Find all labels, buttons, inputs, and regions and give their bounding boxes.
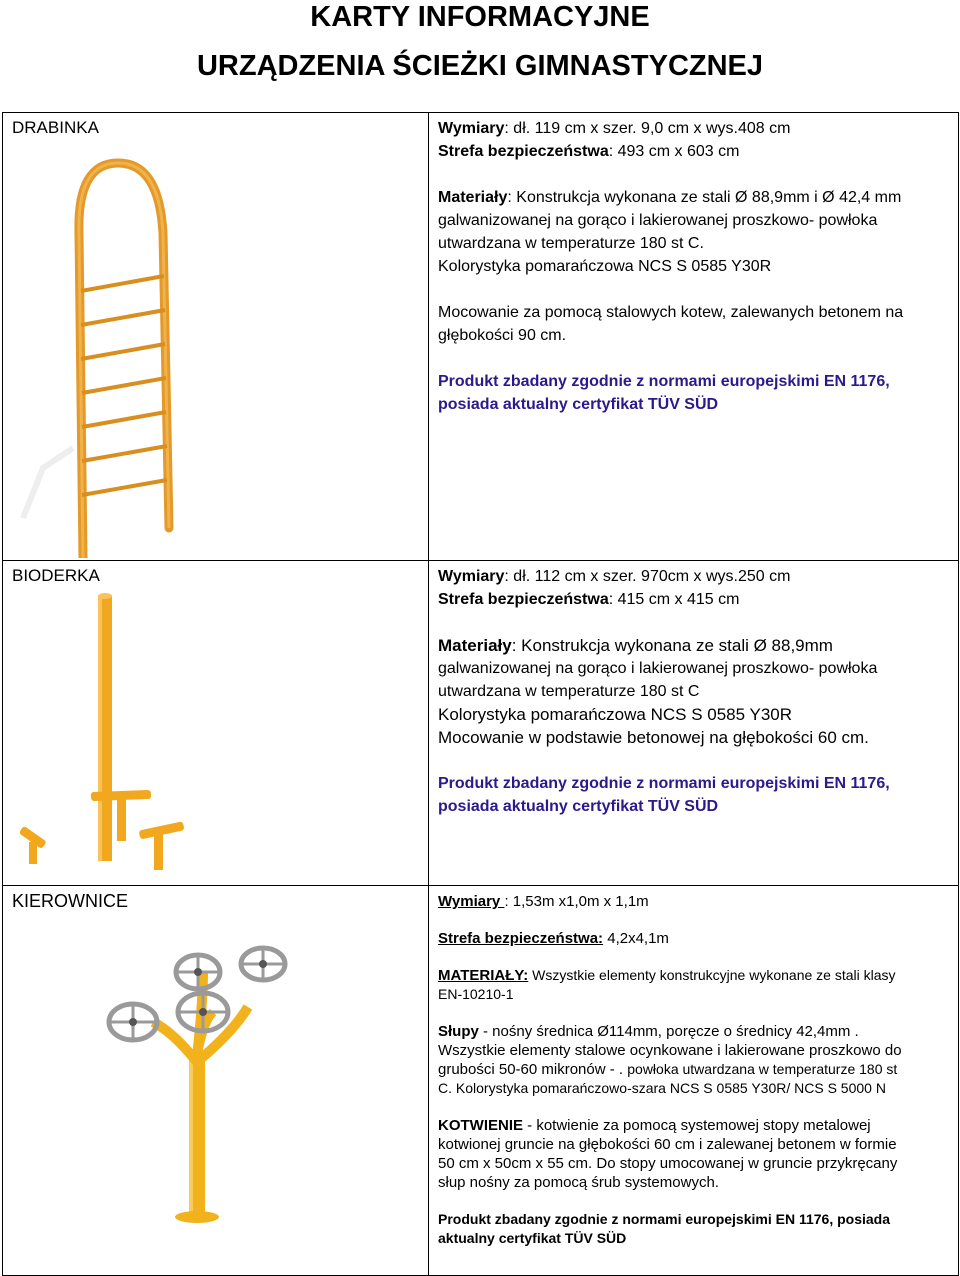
materials-line: EN-10210-1 [438, 986, 514, 1002]
item-name: BIODERKA [12, 566, 100, 585]
posts-label: Słupy [438, 1023, 479, 1040]
materials-line: galwanizowanej na gorąco i lakierowanej proszkowo- powłoka [438, 660, 878, 677]
materials-line: utwardzana w temperaturze 180 st C [438, 683, 700, 700]
dims-label: Wymiary [438, 120, 505, 137]
info-cell [429, 561, 959, 886]
zone-value: : 415 cm x 415 cm [608, 591, 740, 608]
dims-value: : dł. 112 cm x szer. 970cm x wys.250 cm [504, 568, 791, 585]
posts-value: - nośny średnica Ø114mm, poręcze o średnicy 42,4mm . [478, 1023, 859, 1040]
cert-text: posiada aktualny certyfikat TÜV SÜD [438, 396, 719, 413]
color-text: Kolorystyka pomarańczowa NCS S 0585 Y30R [438, 705, 793, 724]
dims-value: : 1,53m x1,0m x 1,1m [504, 893, 649, 910]
anchor-line: słup nośny za pomocą śrub systemowych. [438, 1174, 719, 1191]
cert-text: Produkt zbadany zgodnie z normami europejskimi EN 1176, [438, 373, 890, 390]
info-table [2, 112, 959, 1276]
zone-label: Strefa bezpieczeństwa [438, 143, 609, 160]
dims-value: : dł. 119 cm x szer. 9,0 cm x wys.408 cm [504, 120, 791, 137]
materials-value: Wszystkie elementy konstrukcyjne wykonane ze stali klasy [528, 967, 896, 983]
zone-label: Strefa bezpieczeństwa: [438, 930, 604, 947]
cert-text: Produkt zbadany zgodnie z normami europejskimi EN 1176, posiada [438, 1211, 891, 1227]
ladder-icon [3, 138, 423, 558]
materials-value: : Konstrukcja wykonana ze stali Ø 88,9mm i Ø 42,4 mm [507, 189, 902, 206]
mount-text: Mocowanie w podstawie betonowej na głębokości 60 cm. [438, 728, 869, 747]
cert-text: aktualny certyfikat TÜV SÜD [438, 1230, 627, 1246]
posts-line: powłoka utwardzana w temperaturze 180 st [627, 1061, 898, 1077]
dims-label: Wymiary [438, 568, 505, 585]
anchor-value: - kotwienie za pomocą systemowej stopy metalowej [523, 1117, 871, 1134]
hip-twister-icon [3, 586, 423, 886]
info-cell [429, 113, 959, 561]
anchor-line: 50 cm x 50cm x 55 cm. Do stopy umocowanej w gruncie przykręcany [438, 1155, 898, 1172]
anchor-line: kotwionej gruncie na głębokości 60 cm i zalewanej betonem w formie [438, 1136, 897, 1153]
page-subtitle: URZĄDZENIA ŚCIEŻKI GIMNASTYCZNEJ [196, 50, 764, 82]
dims-label: Wymiary [438, 893, 505, 910]
item-name: DRABINKA [12, 118, 99, 137]
item-name: KIEROWNICE [12, 891, 129, 911]
image-cell [3, 561, 429, 886]
image-cell [3, 113, 429, 561]
page-title: KARTY INFORMACYJNE [310, 1, 650, 33]
materials-value: : Konstrukcja wykonana ze stali Ø 88,9mm [511, 636, 833, 655]
posts-line: grubości 50-60 mikronów - . [438, 1061, 628, 1078]
steering-wheels-icon [3, 912, 423, 1252]
info-cell [429, 886, 959, 1276]
table-row [3, 113, 959, 561]
anchor-label: KOTWIENIE [438, 1117, 523, 1134]
zone-value: 4,2x4,1m [603, 930, 669, 947]
cert-text: posiada aktualny certyfikat TÜV SÜD [438, 798, 719, 815]
posts-line: Wszystkie elementy stalowe ocynkowane i lakierowane proszkowo do [438, 1042, 902, 1059]
table-row [3, 561, 959, 886]
mount-text: Mocowanie za pomocą stalowych kotew, zalewanych betonem na [438, 304, 904, 321]
materials-line: utwardzana w temperaturze 180 st C. [438, 235, 704, 252]
materials-label: MATERIAŁY: [438, 967, 529, 984]
image-cell [3, 886, 429, 1276]
materials-label: Materiały [438, 636, 512, 655]
cert-text: Produkt zbadany zgodnie z normami europejskimi EN 1176, [438, 775, 890, 792]
mount-text: głębokości 90 cm. [438, 327, 567, 344]
color-text: Kolorystyka pomarańczowa NCS S 0585 Y30R [438, 258, 772, 275]
materials-line: galwanizowanej na gorąco i lakierowanej proszkowo- powłoka [438, 212, 878, 229]
table-row [3, 886, 959, 1276]
materials-label: Materiały [438, 189, 508, 206]
zone-value: : 493 cm x 603 cm [608, 143, 740, 160]
zone-label: Strefa bezpieczeństwa [438, 591, 609, 608]
posts-line: C. Kolorystyka pomarańczowo-szara NCS S 0585 Y30R/ NCS S 5000 N [438, 1080, 886, 1096]
